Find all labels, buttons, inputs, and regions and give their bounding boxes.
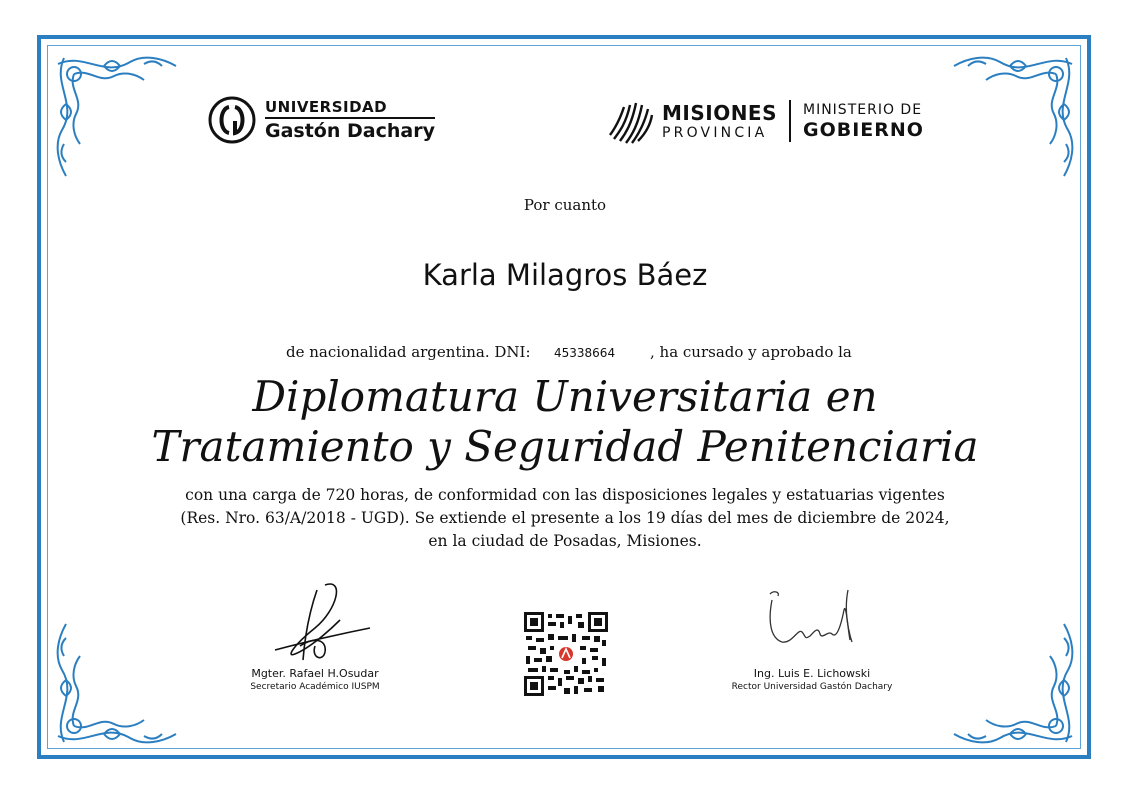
ugd-logo-icon [207, 95, 257, 145]
signature-left [220, 580, 410, 692]
corner-ornament-icon [44, 44, 194, 194]
university-name-line1: UNIVERSIDAD [265, 100, 435, 119]
nationality-prefix: de nacionalidad argentina. DNI: [286, 343, 531, 361]
body-text-line3: en la ciudad de Posadas, Misiones. [428, 532, 702, 550]
body-text-line2: (Res. Nro. 63/A/2018 - UGD). Se extiende el presente a los 19 días del mes de diciembre de 2024, [180, 509, 950, 527]
qr-code-icon[interactable] [524, 612, 608, 696]
ministry-line2: GOBIERNO [803, 118, 924, 141]
signature-right-name: Ing. Luis E. Lichowski [753, 667, 871, 680]
ministry-line1: MINISTERIO DE [803, 101, 923, 118]
signature-right [712, 580, 912, 692]
diploma-title-line1: Diplomatura Universitaria en [252, 372, 878, 421]
intro-text: Por cuanto [523, 196, 607, 214]
diploma-title-line2: Tratamiento y Seguridad Penitenciaria [151, 422, 979, 471]
signature-left-role: Secretario Académico IUSPM [250, 682, 380, 692]
university-logo [207, 95, 435, 145]
misiones-name: MISIONES [662, 100, 777, 125]
signature-right-icon [752, 580, 872, 665]
dni-value: 45338664 [554, 346, 616, 360]
corner-ornament-icon [936, 606, 1086, 756]
signature-left-name: Mgter. Rafael H.Osudar [251, 667, 379, 680]
corner-ornament-icon [44, 606, 194, 756]
recipient-name: Karla Milagros Báez [422, 258, 708, 292]
misiones-fingerprint-icon [606, 95, 658, 147]
nationality-suffix: , ha cursado y aprobado la [650, 343, 852, 361]
logo-divider [789, 100, 791, 142]
misiones-logo [606, 95, 924, 147]
signature-left-icon [255, 580, 375, 665]
signature-right-role: Rector Universidad Gastón Dachary [731, 682, 893, 692]
university-name-line2: Gastón Dachary [265, 119, 435, 142]
body-text-line1: con una carga de 720 horas, de conformidad con las disposiciones legales y estatuarias vigentes [185, 486, 945, 504]
corner-ornament-icon [936, 44, 1086, 194]
misiones-subtitle: PROVINCIA [662, 124, 768, 141]
